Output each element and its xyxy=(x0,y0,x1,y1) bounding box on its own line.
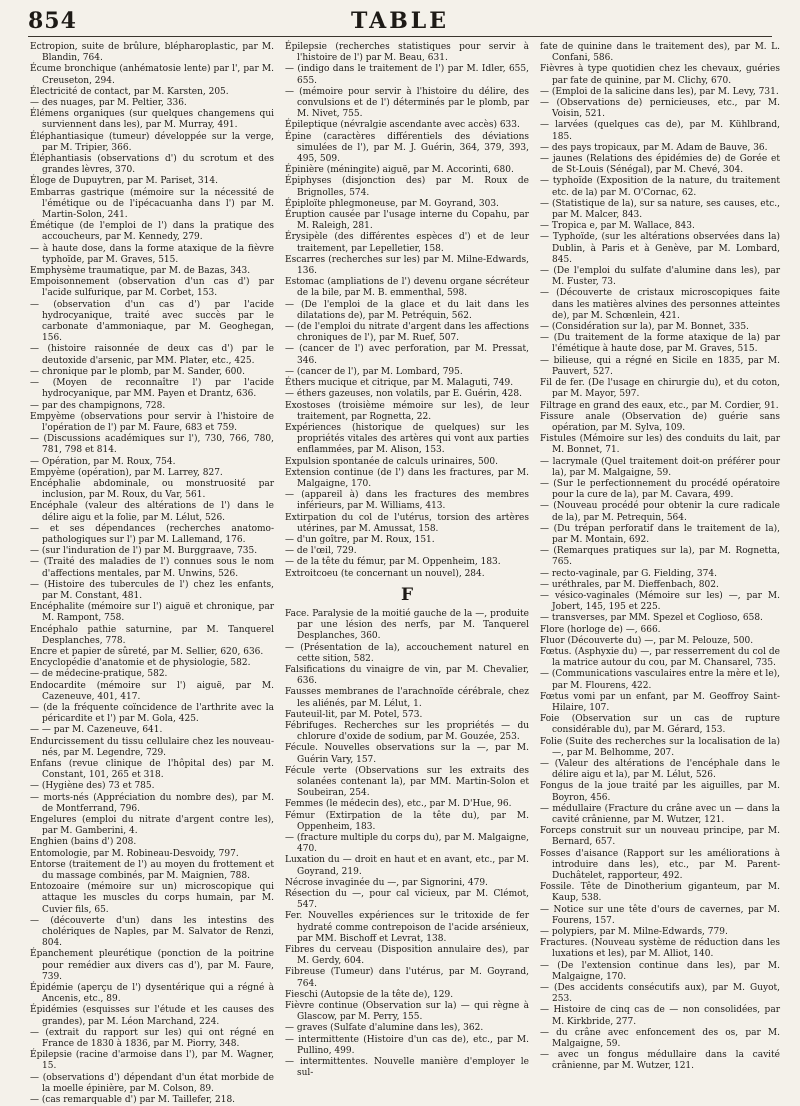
index-entry: — recto-vaginale, par G. Fielding, 374. xyxy=(540,568,717,579)
index-entry: — à haute dose, dans la forme ataxique de la fièvre typhoïde, par M. Graves, 515. xyxy=(30,243,274,265)
index-entry: Fosses d'aisance (Rapport sur les améliorations à introduire dans les), etc., par M. Parent-Duchâtelet, rapporteur, 492. xyxy=(540,848,780,882)
index-entry: Épiphyses (disjonction des) par M. Roux de Brignolles, 574. xyxy=(285,176,529,198)
index-entry: Fébrifuges. Recherches sur les propriétés — du chlorure d'oxide de sodium, par M. Gouzée, 253. xyxy=(285,720,529,743)
index-entry: Élémens organiques (sur quelques changemens qui surviennent dans les), par M. Murray, 491. xyxy=(30,109,274,131)
index-entry: Fil de fer. (De l'usage en chirurgie du), et du coton, par M. Mayor, 597. xyxy=(540,378,780,400)
index-entry: Encéphale (valeur des altérations de l') dans le délire aigu et la folie, par M. Lélut, 526. xyxy=(30,501,274,523)
index-entry: — (Présentation de la), accouchement naturel en cette sition, 582. xyxy=(285,642,529,664)
index-entry: — (Discussions académiques sur l'), 730, 766, 780, 781, 798 et 814. xyxy=(30,434,274,456)
index-entry: — (Des accidents consécutifs aux), par M. Guyot, 253. xyxy=(540,983,780,1005)
index-entry: Éthers mucique et citrique, par M. Malaguti, 749. xyxy=(285,378,514,389)
index-entry: Face. Paralysie de la moitié gauche de la —, produite par une lésion des nerfs, par M. Tanquerel Desplanches, 360. xyxy=(285,608,529,642)
index-entry: — Histoire de cinq cas de — non consolidées, par M. Kirkbride, 277. xyxy=(540,1005,780,1027)
index-entry: Épidémies (esquisses sur l'étude et les causes des grandes), par M. Léon Marchand, 224. xyxy=(30,1005,274,1027)
index-entry: Fluor (Découverte du) —, par M. Pelouze, 500. xyxy=(540,635,754,646)
index-entry: Empoisonnement (observation d'un cas d') par l'acide sulfurique, par M. Corbet, 153. xyxy=(30,277,274,299)
index-entry: Enghien (bains d') 208. xyxy=(30,837,137,848)
index-entry: — morts-nés (Appréciation du nombre des), par M. de Montferrand, 796. xyxy=(30,792,274,814)
index-entry: — des pays tropicaux, par M. Adam de Bauve, 36. xyxy=(540,142,768,153)
index-entry: — (Communications vasculaires entre la mère et le), par M. Flourens, 422. xyxy=(540,669,781,691)
index-entry: — (extrait du rapport sur les) qui ont régné en France de 1830 à 1836, par M. Piorry, 348. xyxy=(30,1027,274,1050)
index-entry: Éloge de Dupuytren, par M. Pariset, 314. xyxy=(30,176,218,187)
index-entry: Entomologie, par M. Robineau-Desvoidy, 797. xyxy=(30,848,239,859)
index-entry: — (Histoire des tubercules de l') chez les enfants, par M. Constant, 481. xyxy=(30,579,274,601)
index-entry: Extirpation du col de l'utérus, torsion des artères utérines, par M. Amussat, 158. xyxy=(285,512,529,534)
section-letter: F xyxy=(400,584,414,605)
index-entry: Empyème (opération), par M. Larrey, 827. xyxy=(30,467,223,478)
index-entry: Érysipèle (des différentes espèces d') et de leur traitement, par Lepelletier, 158. xyxy=(285,232,529,254)
index-entry: Extension continue (de l') dans les fractures, par M. Malgaigne, 170. xyxy=(285,467,529,489)
index-entry: Écume bronchique (anhématosie lente) par l', par M. Creuseton, 294. xyxy=(30,64,274,86)
index-column-left xyxy=(30,42,274,1106)
index-entry: — (indigo dans le traitement de l') par M. Idler, 655, 655. xyxy=(285,64,529,86)
index-entry: — (De l'extension continue dans les), par M. Malgaigne, 170. xyxy=(540,960,780,982)
index-entry: Encéphalo pathie saturnine, par M. Tanquerel Desplanches, 778. xyxy=(30,624,274,646)
index-column-right xyxy=(540,42,780,1073)
index-entry: — (observation d'un cas d') par l'acide hydrocyanique, traité avec succès par le carbonate d'ammoniaque, par M. Geoghegan, 156. xyxy=(30,299,274,344)
index-entry: Enfans (revue clinique de l'hôpital des) par M. Constant, 101, 265 et 318. xyxy=(30,759,274,781)
index-entry: Fieschi (Autopsie de la tête de), 129. xyxy=(285,989,454,1000)
index-entry: — bilieuse, qui a régné en Sicile en 1835, par M. Pauvert, 527. xyxy=(540,355,780,377)
index-entry: Entorse (traitement de l') au moyen du frottement et du massage combinés, par M. Maignien, 788. xyxy=(30,859,274,882)
index-entry: — de la tête du fémur, par M. Oppenheim, 183. xyxy=(285,557,501,568)
index-entry: — (Considération sur la), par M. Bonnet, 335. xyxy=(540,322,749,333)
index-entry: Fièvre continue (Observation sur la) — qui règne à Glascow, par M. Perry, 155. xyxy=(285,1001,529,1023)
index-entry: — typhoïde (Exposition de la nature, du traitement etc. de la) par M. O'Cornac, 62. xyxy=(540,176,780,198)
index-entry: Encyclopédie d'anatomie et de physiologie, 582. xyxy=(30,658,251,669)
index-entry: — graves (Sulfate d'alumine dans les), 362. xyxy=(285,1023,484,1034)
index-entry: Épinière (méningite) aiguë, par M. Accorinti, 680. xyxy=(285,165,514,176)
index-entry: Luxation du — droit en haut et en avant, etc., par M. Goyrand, 219. xyxy=(285,855,529,877)
index-entry: Encéphalite (mémoire sur l') aiguë et chronique, par M. Rampont, 758. xyxy=(30,602,274,624)
index-entry: — du crâne avec enfoncement des os, par M. Malgaigne, 59. xyxy=(540,1027,780,1050)
index-entry: — (Du traitement de la forme ataxique de la) par l'émétique à haute dose, par M. Graves, 515. xyxy=(540,333,780,355)
index-entry: — larvées (quelques cas de), par M. Kühlbrand, 185. xyxy=(540,120,780,142)
index-entry: Fausses membranes de l'arachnoïde cérébrale, chez les aliénés, par M. Lélut, 1. xyxy=(285,687,529,709)
index-entry: — (Statistique de la), sur sa nature, ses causes, etc., par M. Malcer, 843. xyxy=(540,198,780,221)
header-rule xyxy=(28,36,772,37)
index-entry: Engelures (emploi du nitrate d'argent contre les), par M. Gamberini, 4. xyxy=(30,815,274,837)
index-entry: — (sur l'induration de l') par M. Burggraave, 735. xyxy=(30,546,258,557)
index-entry: Embarras gastrique (mémoire sur la nécessité de l'émétique ou de l'ipécacuanha dans l') par M. Martin-Solon, 241. xyxy=(30,187,274,221)
index-entry: Fécule. Nouvelles observations sur la —, par M. Guérin Vary, 157. xyxy=(285,743,529,765)
index-entry: — (de la fréquente coïncidence de l'arthrite avec la péricardite et l') par M. Gola, 425. xyxy=(30,702,274,725)
index-entry: — (Hygiène des) 73 et 785. xyxy=(30,781,155,792)
index-entry: Fissure anale (Observation de) guérie sans opération, par M. Sylva, 109. xyxy=(540,411,780,433)
index-entry: — transverses, par MM. Spezel et Coglioso, 658. xyxy=(540,613,763,624)
index-entry: fate de quinine dans le traitement des), par M. L. Confani, 586. xyxy=(540,42,780,64)
index-entry: — (observations d') dépendant d'un état morbide de la moelle épinière, par M. Colson, 89. xyxy=(30,1072,274,1094)
index-entry: — vésico-vaginales (Mémoire sur les) —, par M. Jobert, 145, 195 et 225. xyxy=(540,590,780,613)
index-entry: — polypiers, par M. Milne-Edwards, 779. xyxy=(540,927,728,938)
index-entry: Fistules (Mémoire sur les) des conduits du lait, par M. Bonnet, 71. xyxy=(540,434,780,456)
index-entry: — avec un fongus médullaire dans la cavité crânienne, par M. Wutzer, 121. xyxy=(540,1050,780,1072)
index-entry: Extroitcoeu (te concernant un nouvel), 284. xyxy=(285,568,485,579)
index-entry: Folie (Suite des recherches sur la localisation de la) —, par M. Belhomme, 207. xyxy=(540,736,780,758)
index-entry: Forceps construit sur un nouveau principe, par M. Bernard, 657. xyxy=(540,826,780,848)
index-entry: — (Du trépan perforatif dans le traitement de la), par M. Montain, 692. xyxy=(540,523,780,545)
index-entry: Nécrose invaginée du —, par Signorini, 479. xyxy=(285,877,488,888)
index-entry: Fécule verte (Observations sur les extraits des solanées contenant la), par MM. Martin-Solon et Soubeiran, 254. xyxy=(285,765,529,799)
index-entry: — Notice sur une tête d'ours de cavernes, par M. Fourens, 157. xyxy=(540,904,780,926)
index-entry: — d'un goître, par M. Roux, 151. xyxy=(285,534,435,545)
index-entry: Ectropion, suite de brûlure, blépharoplastic, par M. Blandin, 764. xyxy=(30,42,274,64)
index-entry: Fœtus vomi par un enfant, par M. Geoffroy Saint-Hilaire, 107. xyxy=(540,691,780,713)
index-entry: Fibreuse (Tumeur) dans l'utérus, par M. Goyrand, 764. xyxy=(285,967,529,989)
index-entry: Fractures. (Nouveau système de réduction dans les luxations et les), par M. Alliot, 140. xyxy=(540,938,780,960)
index-entry: — (Moyen de reconnaître l') par l'acide hydrocyanique, par MM. Payen et Drantz, 636. xyxy=(30,378,274,400)
index-entry: — intermittentes. Nouvelle manière d'employer le sul- xyxy=(285,1057,529,1079)
index-entry: Résection du —, pour cal vicieux, par M. Clémot, 547. xyxy=(285,889,529,911)
index-entry: — de médecine-pratique, 582. xyxy=(30,669,168,680)
index-entry: — des nuages, par M. Peltier, 336. xyxy=(30,98,187,109)
index-entry: Empyème (observations pour servir à l'histoire de l'opération de l') par M. Faure, 683 et 759. xyxy=(30,411,274,433)
index-entry: — (Valeur des altérations de l'encéphale dans le délire aigu et la), par M. Lélut, 526. xyxy=(540,759,780,781)
index-entry: — (mémoire pour servir à l'histoire du délire, des convulsions et de l') déterminés par le plomb, par M. Nivet, 755. xyxy=(285,86,529,120)
index-entry: Épilepsie (recherches statistiques pour servir à l'histoire de l') par M. Beau, 631. xyxy=(285,42,529,64)
index-entry: Endocardite (mémoire sur l') aiguë, par M. Cazeneuve, 401, 417. xyxy=(30,680,274,702)
index-entry: — (cancer de l') avec perforation, par M. Pressat, 346. xyxy=(285,344,529,366)
index-entry: — (Sur le perfectionnement du procédé opératoire pour la cure de la), par M. Cavara, 499. xyxy=(540,478,780,501)
index-entry: Éléphantiasis (observations d') du scrotum et des grandes lèvres, 370. xyxy=(30,154,274,176)
index-entry: Épileptique (névralgie ascendante avec accès) 633. xyxy=(285,120,520,131)
index-entry: Fossile. Tête de Dinotherium giganteum, par M. Kaup, 538. xyxy=(540,882,780,904)
index-entry: — (Traité des maladies de l') connues sous le nom d'affections mentales, par M. Unwins, 526. xyxy=(30,557,274,579)
index-entry: — (cancer de l'), par M. Lombard, 795. xyxy=(285,366,463,377)
index-entry: Épine (caractères différentiels des déviations simulées de l'), par M. J. Guérin, 364, 379, 393, 495, 509. xyxy=(285,131,529,165)
index-entry: — — par M. Cazeneuve, 641. xyxy=(30,725,163,736)
index-entry: — (Découverte de cristaux microscopiques faite dans les matières alvines des personnes atteintes de), par M. Schœnlein, 421. xyxy=(540,288,780,321)
index-entry: — Tropica e, par M. Wallace, 843. xyxy=(540,221,695,232)
index-entry: Encre et papier de sûreté, par M. Sellier, 620, 636. xyxy=(30,646,264,657)
index-entry: — chronique par le plomb, par M. Sander, 600. xyxy=(30,366,245,377)
index-entry: — de l'œil, 729. xyxy=(285,546,357,557)
index-entry: Foie (Observation sur un cas de rupture considérable du), par M. Gérard, 153. xyxy=(540,714,780,736)
index-entry: Fer. Nouvelles expériences sur le tritoxide de fer hydraté comme contrepoison de l'acide arsénieux, par MM. Bischoff et Levrat, 138. xyxy=(285,911,529,944)
index-entry: — par des champignons, 728. xyxy=(30,400,166,411)
index-entry: — (De l'emploi du sulfate d'alumine dans les), par M. Fuster, 73. xyxy=(540,266,780,288)
index-entry: — médullaire (Fracture du crâne avec un — dans la cavité crânienne, par M. Wutzer, 121. xyxy=(540,803,780,826)
index-entry: Escarres (recherches sur les) par M. Milne-Edwards, 136. xyxy=(285,254,529,277)
index-entry: — jaunes (Relations des épidémies de) de Gorée et de St-Louis (Sénégal), par M. Chevé, 304. xyxy=(540,154,780,176)
index-entry: — Opération, par M. Roux, 754. xyxy=(30,456,176,467)
index-entry: Épidémie (aperçu de l') dysentérique qui a régné à Ancenis, etc., 89. xyxy=(30,983,274,1005)
index-entry: Épanchement pleurétique (ponction de la poitrine pour remédier aux divers cas d'), par M. Faure, 739. xyxy=(30,949,274,982)
index-entry: Encéphalie abdominale, ou monstruosité par inclusion, par M. Roux, du Var, 561. xyxy=(30,478,274,501)
index-entry: Exostoses (troisième mémoire sur les), de leur traitement, par Rognetta, 22. xyxy=(285,400,529,422)
index-entry: — (De l'emploi de la glace et du lait dans les dilatations de), par M. Petréquin, 562. xyxy=(285,299,529,321)
index-entry: Électricité de contact, par M. Karsten, 205. xyxy=(30,86,229,97)
index-entry: — (découverte d'un) dans les intestins des cholériques de Naples, par M. Salvator de Renzi, 804. xyxy=(30,915,274,949)
index-column-middle xyxy=(285,42,529,1079)
index-entry: — et ses dépendances (recherches anatomo-pathologiques sur l') par M. Lallemand, 176. xyxy=(30,523,274,545)
index-entry: — uréthrales, par M. Dieffenbach, 802. xyxy=(540,579,719,590)
index-entry: — (de l'emploi du nitrate d'argent dans les affections chroniques de l'), par M. Ruef, 507. xyxy=(285,322,529,344)
index-entry: Filtrage en grand des eaux, etc., par M. Cordier, 91. xyxy=(540,400,779,411)
page-title: TABLE xyxy=(350,8,450,34)
index-entry: Flore (horloge de) —, 666. xyxy=(540,624,661,635)
index-entry: Emphysème traumatique, par M. de Bazas, 343. xyxy=(30,266,251,277)
index-entry: Femmes (le médecin des), etc., par M. D'Hue, 96. xyxy=(285,799,512,810)
index-entry: — (cas remarquable d') par M. Taillefer, 218. xyxy=(30,1095,236,1106)
index-entry: Fauteuil-lit, par M. Potel, 573. xyxy=(285,709,423,720)
index-entry: — éthers gazeuses, non volatils, par E. Guérin, 428. xyxy=(285,389,522,400)
index-entry: — (Nouveau procédé pour obtenir la cure radicale de la), par M. Petrequin, 564. xyxy=(540,501,780,523)
index-entry: Expériences (historique de quelques) sur les propriétés vitales des artères qui vont aux parties enflammées, par M. Alison, 153. xyxy=(285,422,529,456)
index-entry: — (fracture multiple du corps du), par M. Malgaigne, 470. xyxy=(285,833,529,855)
index-entry: Fièvres à type quotidien chez les chevaux, guéries par fate de quinine, par M. Clichy, 670. xyxy=(540,64,780,86)
index-entry: — (appareil à) dans les fractures des membres inférieurs, par M. Williams, 413. xyxy=(285,490,529,512)
index-entry: — intermittente (Histoire d'un cas de), etc., par M. Pullino, 499. xyxy=(285,1034,529,1056)
index-entry: Fongus de la joue traité par les aiguilles, par M. Boyron, 456. xyxy=(540,781,780,803)
index-entry: Fibres du cerveau (Disposition annulaire des), par M. Gerdy, 604. xyxy=(285,945,529,967)
index-entry: Fœtus. (Asphyxie du) —, par resserrement du col de la matrice autour du cou, par M. Chansarel, 735. xyxy=(540,646,780,669)
index-entry: Entozoaire (mémoire sur un) microscopique qui attaque les muscles du corps humain, par M. Cuvier fils, 65. xyxy=(30,882,274,915)
index-entry: Éruption causée par l'usage interne du Copahu, par M. Raleigh, 281. xyxy=(285,210,529,232)
index-entry: — (Remarques pratiques sur la), par M. Rognetta, 765. xyxy=(540,546,780,568)
index-entry: — (Observations de) pernicieuses, etc., par M. Voisin, 521. xyxy=(540,98,780,120)
index-entry: Endurcissement du tissu cellulaire chez les nouveau-nés, par M. Legendre, 729. xyxy=(30,736,274,758)
index-entry: — (Emploi de la salicine dans les), par M. Levy, 731. xyxy=(540,86,779,97)
page-number: 854 xyxy=(28,8,77,34)
index-entry: Estomac (ampliations de l') devenu organe sécréteur de la bile, par M. B. emmenthal, 598. xyxy=(285,277,529,299)
index-entry: Épilepsie (racine d'armoise dans l'), par M. Wagner, 15. xyxy=(30,1050,274,1072)
index-entry: — lacrymale (Quel traitement doit-on préférer pour la), par M. Malgaigne, 59. xyxy=(540,456,780,478)
index-entry: Éléphantiasique (tumeur) développée sur la verge, par M. Tripier, 366. xyxy=(30,131,274,153)
index-entry: Émétique (de l'emploi de l') dans la pratique des accoucheurs, par M. Kennedy, 279. xyxy=(30,221,274,243)
index-entry: — (histoire raisonnée de deux cas d') par le deutoxide d'arsenic, par MM. Plater, etc., 425. xyxy=(30,344,274,366)
index-entry: Fémur (Extirpation de la tête du), par M. Oppenheim, 183. xyxy=(285,810,529,832)
index-entry: Falsifications du vinaigre de vin, par M. Chevalier, 636. xyxy=(285,664,529,687)
index-entry: Expulsion spontanée de calculs urinaires, 500. xyxy=(285,456,498,467)
index-entry: Épiploïte phlegmoneuse, par M. Goyrand, 303. xyxy=(285,198,499,209)
index-entry: — Typhoïde, (sur les altérations observées dans la) Dublin, à Paris et à Genève, par M. Lombard, 845. xyxy=(540,232,780,265)
